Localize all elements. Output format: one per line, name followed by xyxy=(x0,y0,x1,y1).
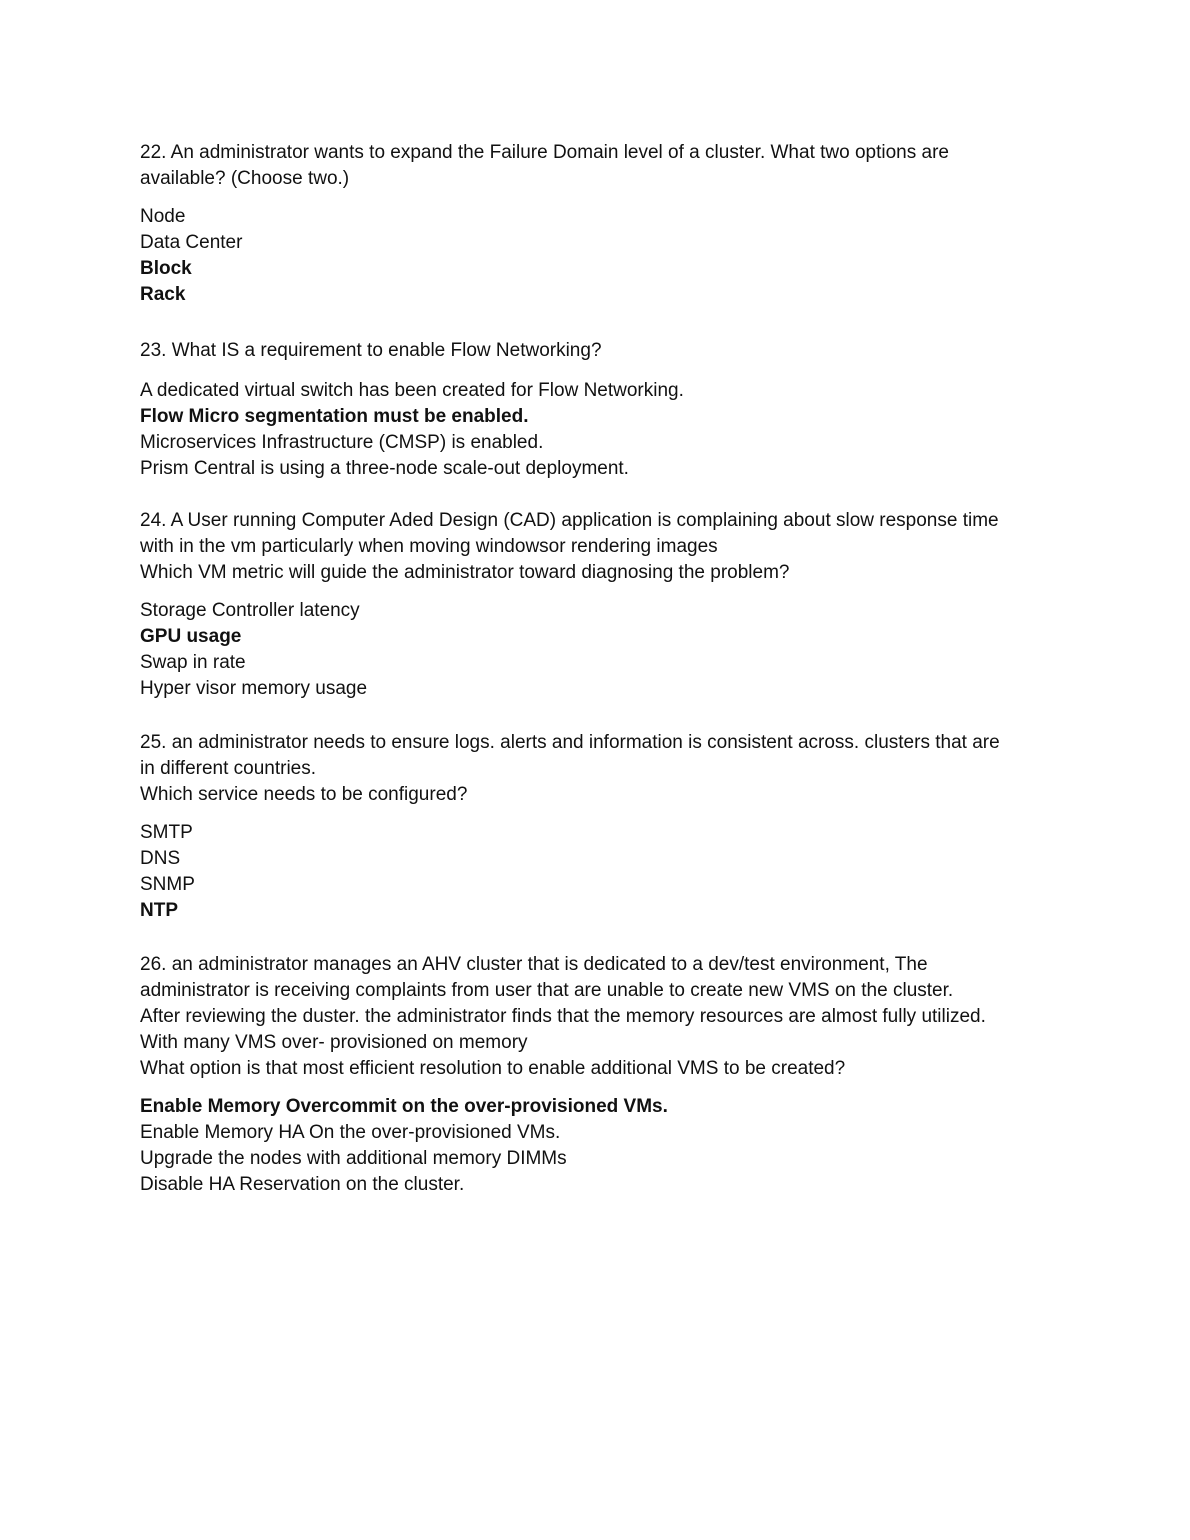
question-line: 22. An administrator wants to expand the Failure Domain level of a cluster. What two options are xyxy=(140,142,949,163)
question-line: with in the vm particularly when moving windowsor rendering images xyxy=(140,536,718,557)
question-25 xyxy=(140,730,1060,924)
answer-options xyxy=(140,598,1060,702)
question-line: 26. an administrator manages an AHV cluster that is dedicated to a dev/test environment, The xyxy=(140,954,928,975)
question-line: available? (Choose two.) xyxy=(140,168,350,189)
correct-answer-option: NTP xyxy=(140,900,178,921)
question-line: Which VM metric will guide the administrator toward diagnosing the problem? xyxy=(140,562,790,583)
correct-answer-option: Rack xyxy=(140,284,186,305)
answer-option: Hyper visor memory usage xyxy=(140,678,368,699)
correct-answer-option: Flow Micro segmentation must be enabled. xyxy=(140,406,529,427)
answer-option: Prism Central is using a three-node scale-out deployment. xyxy=(140,458,629,479)
question-22 xyxy=(140,140,1060,308)
question-line: 24. A User running Computer Aded Design (CAD) application is complaining about slow response time xyxy=(140,510,999,531)
answer-option: Swap in rate xyxy=(140,652,246,673)
answer-option: DNS xyxy=(140,848,181,869)
question-23 xyxy=(140,338,1060,482)
answer-option: Storage Controller latency xyxy=(140,600,360,621)
correct-answer-option: GPU usage xyxy=(140,626,242,647)
question-text xyxy=(140,952,1060,1082)
answer-options xyxy=(140,1094,1060,1198)
answer-option: SNMP xyxy=(140,874,195,895)
question-text xyxy=(140,338,1060,364)
correct-answer-option: Enable Memory Overcommit on the over-provisioned VMs. xyxy=(140,1096,668,1117)
question-line: With many VMS over- provisioned on memory xyxy=(140,1032,528,1053)
answer-option: A dedicated virtual switch has been created for Flow Networking. xyxy=(140,380,684,401)
question-26 xyxy=(140,952,1060,1198)
correct-answer-option: Block xyxy=(140,258,192,279)
question-line: 23. What IS a requirement to enable Flow Networking? xyxy=(140,340,602,361)
answer-option: Data Center xyxy=(140,232,243,253)
question-line: in different countries. xyxy=(140,758,317,779)
answer-options xyxy=(140,820,1060,924)
answer-option: Disable HA Reservation on the cluster. xyxy=(140,1174,465,1195)
question-line: administrator is receiving complaints from user that are unable to create new VMS on the cluster. xyxy=(140,980,954,1001)
answer-option: Microservices Infrastructure (CMSP) is enabled. xyxy=(140,432,544,453)
question-line: What option is that most efficient resolution to enable additional VMS to be created? xyxy=(140,1058,846,1079)
question-text xyxy=(140,508,1060,586)
answer-option: Node xyxy=(140,206,186,227)
question-line: Which service needs to be configured? xyxy=(140,784,468,805)
question-24 xyxy=(140,508,1060,702)
answer-option: SMTP xyxy=(140,822,193,843)
question-line: After reviewing the duster. the administrator finds that the memory resources are almost fully utilized. xyxy=(140,1006,986,1027)
question-text xyxy=(140,140,1060,192)
answer-options xyxy=(140,378,1060,482)
answer-option: Upgrade the nodes with additional memory DIMMs xyxy=(140,1148,567,1169)
question-line: 25. an administrator needs to ensure logs. alerts and information is consistent across. clusters that are xyxy=(140,732,1000,753)
answer-option: Enable Memory HA On the over-provisioned VMs. xyxy=(140,1122,561,1143)
answer-options xyxy=(140,204,1060,308)
question-text xyxy=(140,730,1060,808)
